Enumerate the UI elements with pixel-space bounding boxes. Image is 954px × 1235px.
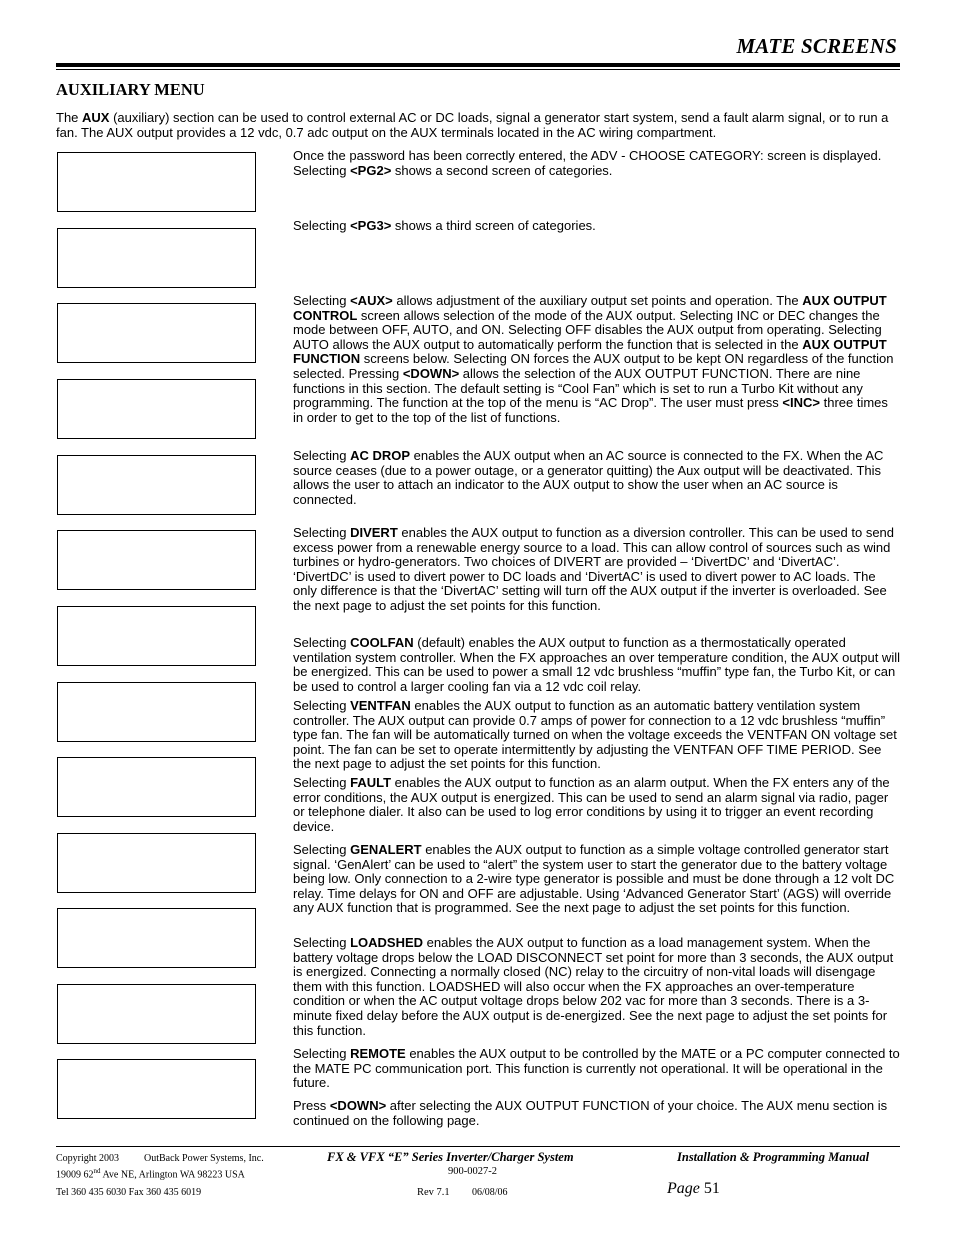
mate-screen-box — [57, 379, 256, 439]
footer-rev: Rev 7.1 — [417, 1187, 450, 1198]
paragraph-password: Once the password has been correctly entered, the ADV - CHOOSE CATEGORY: screen is displayed. Selecting <PG2> shows a second screen of categories. — [293, 148, 882, 178]
mate-screen-box — [57, 152, 256, 212]
paragraph-ventfan: Selecting VENTFAN enables the AUX output to function as an automatic battery ventilation system controller. The AUX output can provide 0.7 amps of power for connection to a 12 vdc brushless “muffin” type fan. The fan will be automatically turned on when the voltage exceeds the VENTFAN ON voltage set point. The fan can be set to operate intermittently by adjusting the VENTFAN OFF TIME PERIOD. See the next page to adjust the set points for this function. — [293, 698, 897, 772]
section-heading: AUXILIARY MENU — [56, 80, 205, 99]
paragraph-remote: Selecting REMOTE enables the AUX output to be controlled by the MATE or a PC computer connected to the MATE PC communication port. This function is currently not operational. It will be operational in the future. — [293, 1046, 900, 1091]
page-number: Page 51 — [667, 1180, 720, 1197]
footer-phone: Tel 360 435 6030 Fax 360 435 6019 — [56, 1187, 202, 1198]
footer-rule — [56, 1146, 900, 1147]
mate-screen-box — [57, 228, 256, 288]
paragraph-divert: Selecting DIVERT enables the AUX output to function as a diversion controller. This can be used to send excess power from a renewable energy source to a load. This can allow control of sources such as wind turbines or hydro-generators. Two choices of DIVERT are provided – ‘DivertDC’ and ‘DivertAC’. ‘DivertDC’ is used to divert power to DC loads and ‘DivertAC’ is used to divert power to AC loads. The only difference is that the ‘DivertAC’ setting will turn off the AUX output if the inverter is overloaded. See the next page to adjust the set points for this function. — [293, 525, 895, 613]
footer-company: OutBack Power Systems, Inc. — [144, 1153, 264, 1164]
mate-screen-box — [57, 303, 256, 363]
paragraph-pg3: Selecting <PG3> shows a third screen of categories. — [293, 218, 596, 233]
paragraph-ac-drop: Selecting AC DROP enables the AUX output when an AC source is connected to the FX. When the AC source ceases (due to a power outage, or a generator quitting) the Aux output will be deactivated. This allows the user to attach an indicator to the AUX output to show the user when an AC source is connected. — [293, 448, 884, 507]
mate-screen-box — [57, 833, 256, 893]
paragraph-aux: Selecting <AUX> allows adjustment of the auxiliary output set points and operation. The AUX OUTPUT CONTROL screen allows selection of the mode of the AUX output. Selecting INC or DEC changes the mode between OFF, AUTO, and ON. Selecting OFF disables the AUX output from operating. Selecting AUTO allows the AUX output to automatically perform the function that is selected in the AUX OUTPUT FUNCTION screens below. Selecting ON forces the AUX output to be kept ON regardless of the function selected. Pressing <DOWN> allows the selection of the AUX OUTPUT FUNCTION. There are nine functions in this section. The default setting is “Cool Fan” which is set to run a Turbo Kit without any programming. The function at the top of the menu is “AC Drop”. The user must press <INC> three times in order to get to the top of the list of functions. — [293, 293, 894, 425]
mate-screen-box — [57, 757, 256, 817]
mate-screen-box — [57, 984, 256, 1044]
paragraph-loadshed: Selecting LOADSHED enables the AUX output to function as a load management system. When the battery voltage drops below the LOAD DISCONNECT set point for more than 3 seconds, the AUX output is energized. Connecting a normally closed (NC) relay to the circuitry of non-vital loads will disengage them with this function. LOADSHED will also occur when the FX approaches an over-temperature condition or when the AC output voltage drops below 202 vac for more than 3 seconds. There is a 3-minute fixed delay before the AUX output is de-energized. See the next page to adjust the set points for this function. — [293, 935, 894, 1038]
header-rule-thin — [56, 69, 900, 70]
paragraph-fault: Selecting FAULT enables the AUX output to function as an alarm output. When the FX enters any of the error conditions, the AUX output is energized. This can be used to send an alarm signal via radio, pager or telephone dialer. It also can be used to log error conditions by using it to trigger an event recording device. — [293, 775, 890, 834]
footer-copyright: Copyright 2003 — [56, 1153, 120, 1164]
header-rule-thick — [56, 63, 900, 67]
paragraph-genalert: Selecting GENALERT enables the AUX output to function as a simple voltage controlled generator start signal. ‘GenAlert’ can be used to “alert” the system user to start the generator due to the battery voltage being low. Only connection to a 2-wire type generator is possible and must be done through a 12 volt DC relay. Time delays for ON and OFF are adjustable. Using ‘Advanced Generator Start’ (AGS) will override any AUX function that is programmed. See the next page to adjust the set points for this function. — [293, 842, 895, 916]
paragraph-coolfan: Selecting COOLFAN (default) enables the AUX output to function as a thermostatically operated ventilation system controller. When the FX approaches an over temperature condition, the AUX output will be energized. This can be used to power a small 12 vdc brushless “muffin” type fan, the Turbo Kit, or can be used to control a larger cooling fan via a 12 vdc coil relay. — [293, 635, 900, 694]
footer-date: 06/08/06 — [472, 1187, 508, 1198]
mate-screen-box — [57, 1059, 256, 1119]
footer-part-number: 900-0027-2 — [448, 1166, 497, 1177]
page-title: MATE SCREENS — [736, 34, 897, 58]
mate-screen-box — [57, 606, 256, 666]
mate-screen-box — [57, 530, 256, 590]
mate-screen-box — [57, 682, 256, 742]
footer-manual: Installation & Programming Manual — [677, 1150, 870, 1164]
mate-screen-box — [57, 455, 256, 515]
mate-screen-box — [57, 908, 256, 968]
paragraph-press-down: Press <DOWN> after selecting the AUX OUTPUT FUNCTION of your choice. The AUX menu section is continued on the following page. — [293, 1098, 888, 1128]
footer-address: 19009 62nd Ave NE, Arlington WA 98223 USA — [56, 1167, 245, 1181]
intro-paragraph: The AUX (auxiliary) section can be used to control external AC or DC loads, signal a generator start system, send a fault alarm signal, or to run a fan. The AUX output provides a 12 vdc, 0.7 adc output on the AUX terminals located in the AC wiring compartment. — [56, 110, 889, 140]
footer-product: FX & VFX “E” Series Inverter/Charger System — [327, 1150, 574, 1164]
